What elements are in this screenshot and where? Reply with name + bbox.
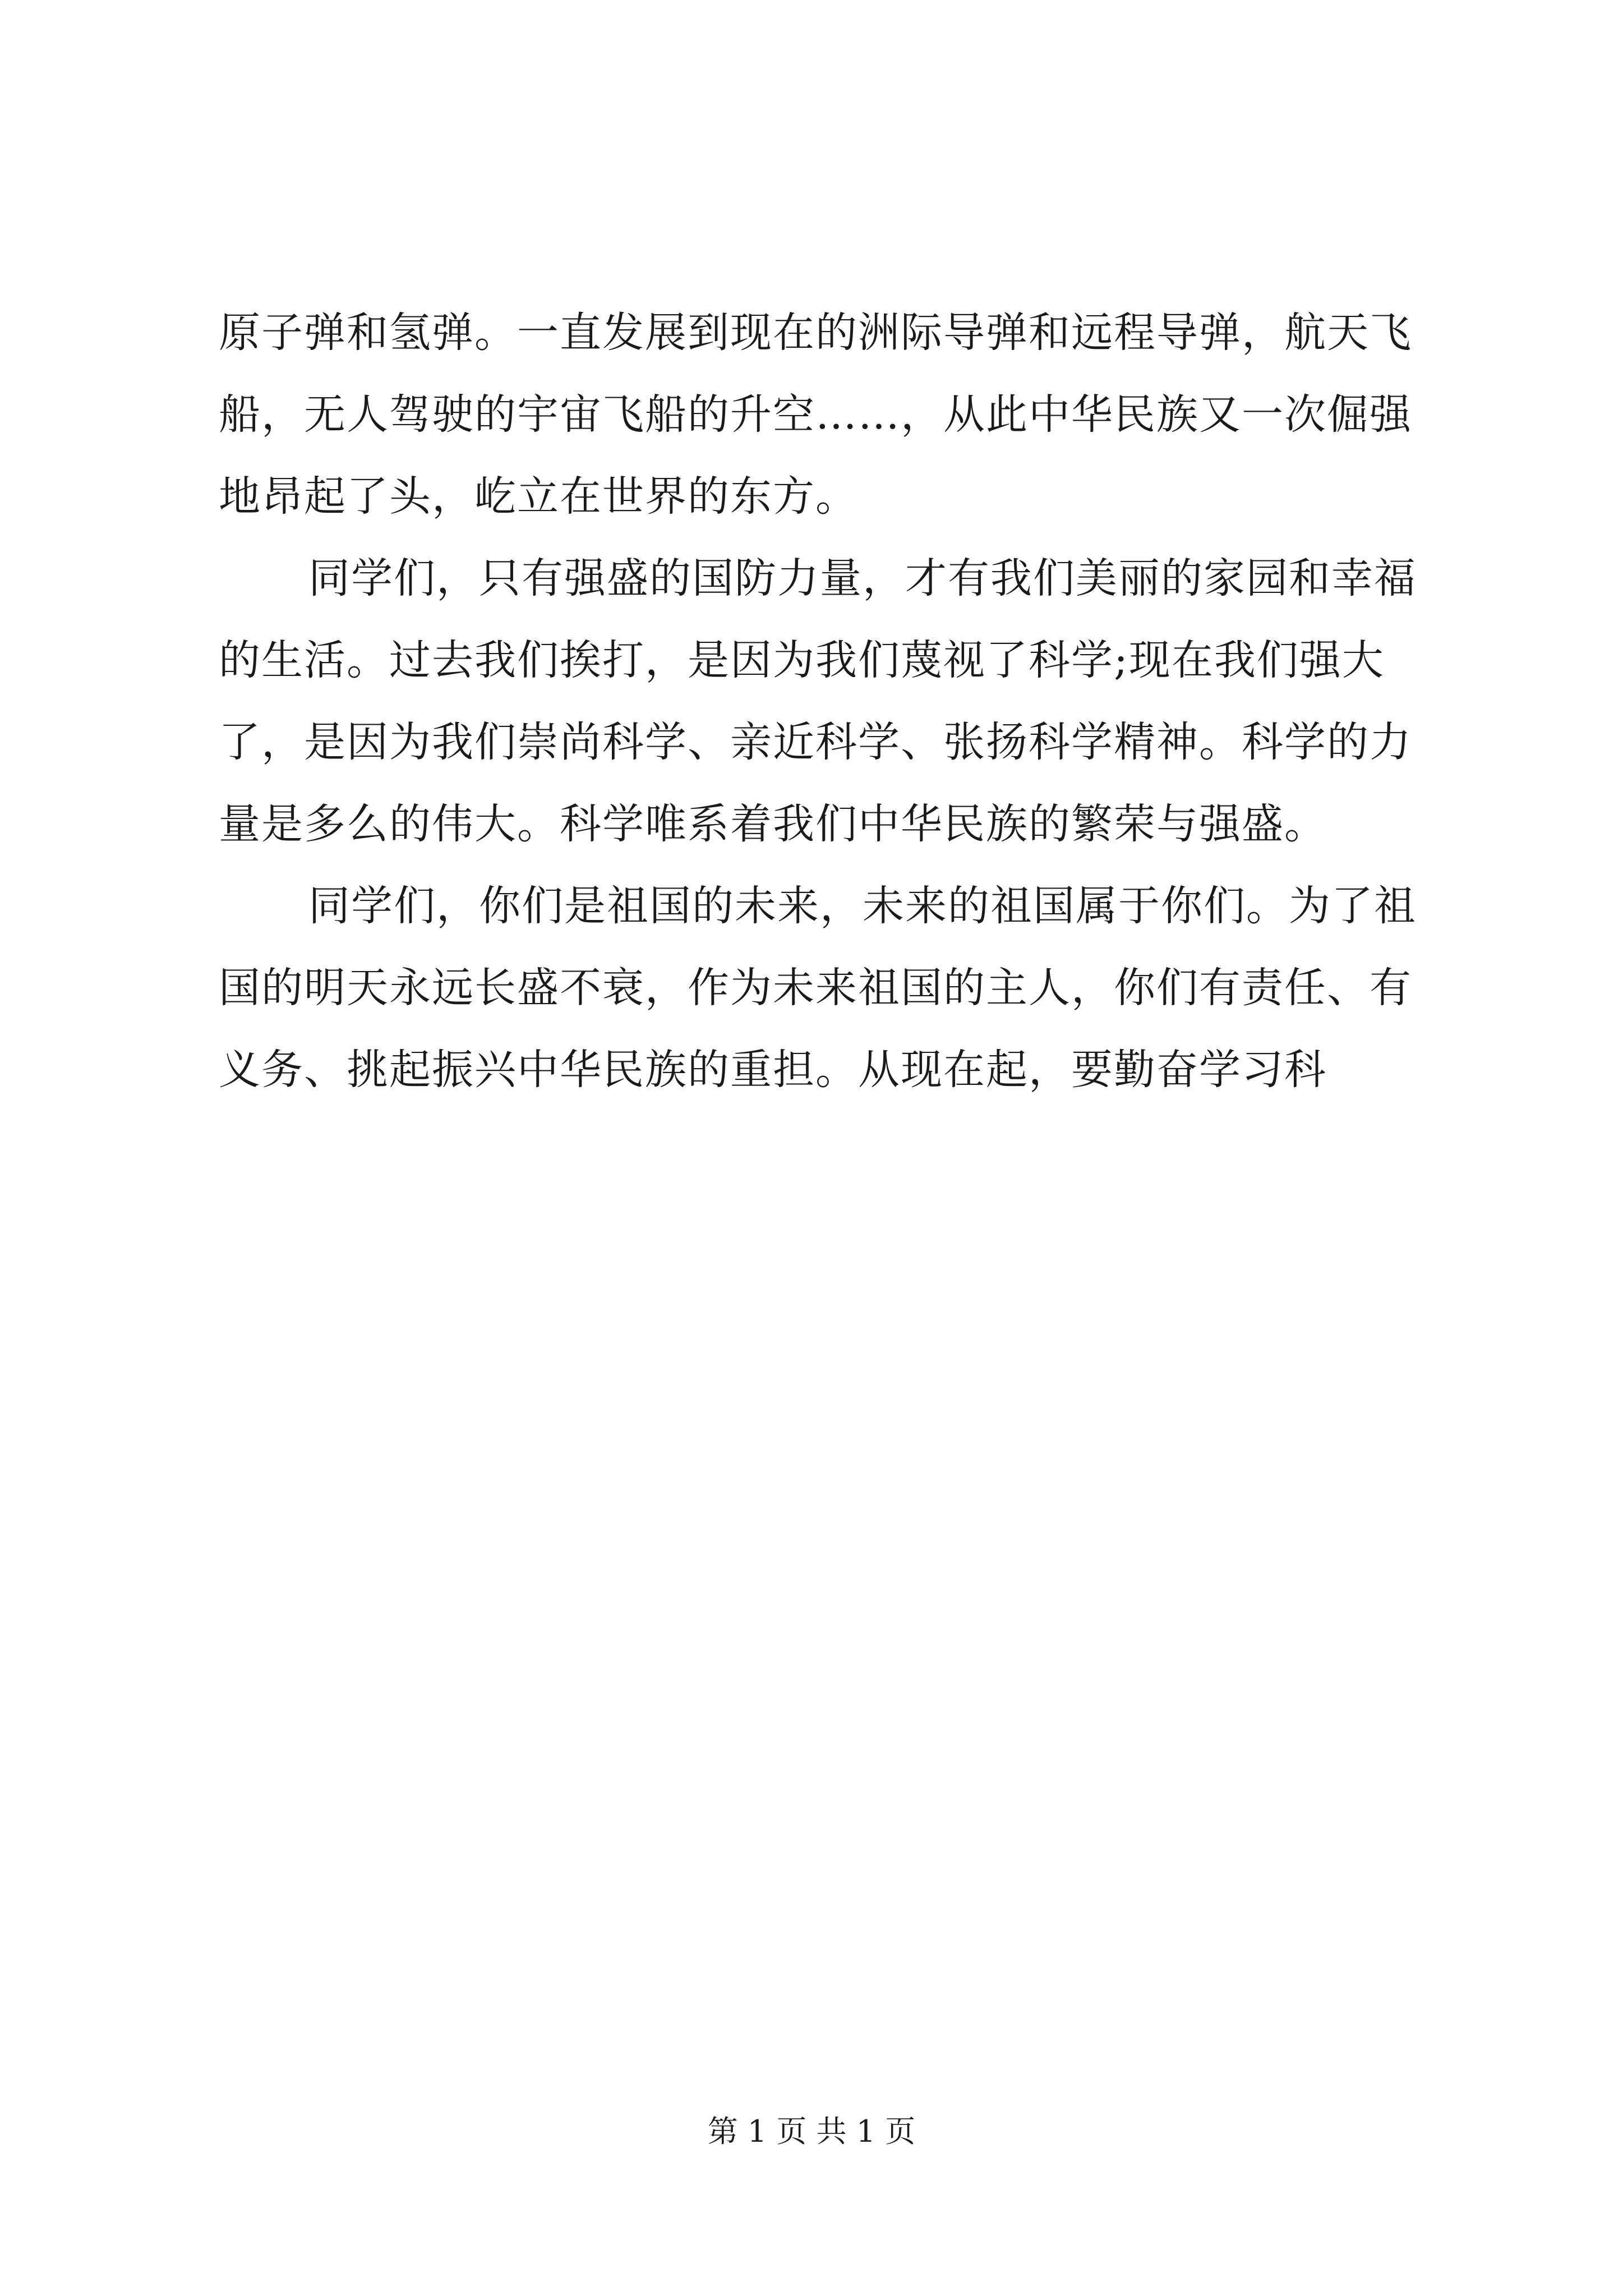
paragraph-2-line-3: 了，是因为我们崇尚科学、亲近科学、张扬科学精神。科学的力 — [219, 718, 1412, 766]
paragraph-1-line-2: 船，无人驾驶的宇宙飞船的升空……，从此中华民族又一次倔强 — [219, 390, 1412, 439]
document-body — [219, 292, 1436, 1111]
paragraph-3-line-1: 同学们，你们是祖国的未来，未来的祖国属于你们。为了祖 — [308, 882, 1417, 930]
page-footer: 第 1 页 共 1 页 — [707, 2114, 916, 2149]
paragraph-2-line-2: 的生活。过去我们挨打，是因为我们蔑视了科学;现在我们强大 — [219, 636, 1385, 684]
paragraph-2-line-1: 同学们，只有强盛的国防力量，才有我们美丽的家园和幸福 — [308, 554, 1417, 602]
paragraph-1-line-3: 地昂起了头，屹立在世界的东方。 — [219, 472, 858, 521]
paragraph-3-line-2: 国的明天永远长盛不衰，作为未来祖国的主人，你们有责任、有 — [219, 964, 1412, 1012]
paragraph-2-line-4: 量是多么的伟大。科学唯系着我们中华民族的繁荣与强盛。 — [219, 800, 1327, 848]
paragraph-1-line-1: 原子弹和氢弹。一直发展到现在的洲际导弹和远程导弹，航天飞 — [219, 309, 1412, 357]
paragraph-3-line-3: 义务、挑起振兴中华民族的重担。从现在起，要勤奋学习科 — [219, 1046, 1327, 1094]
